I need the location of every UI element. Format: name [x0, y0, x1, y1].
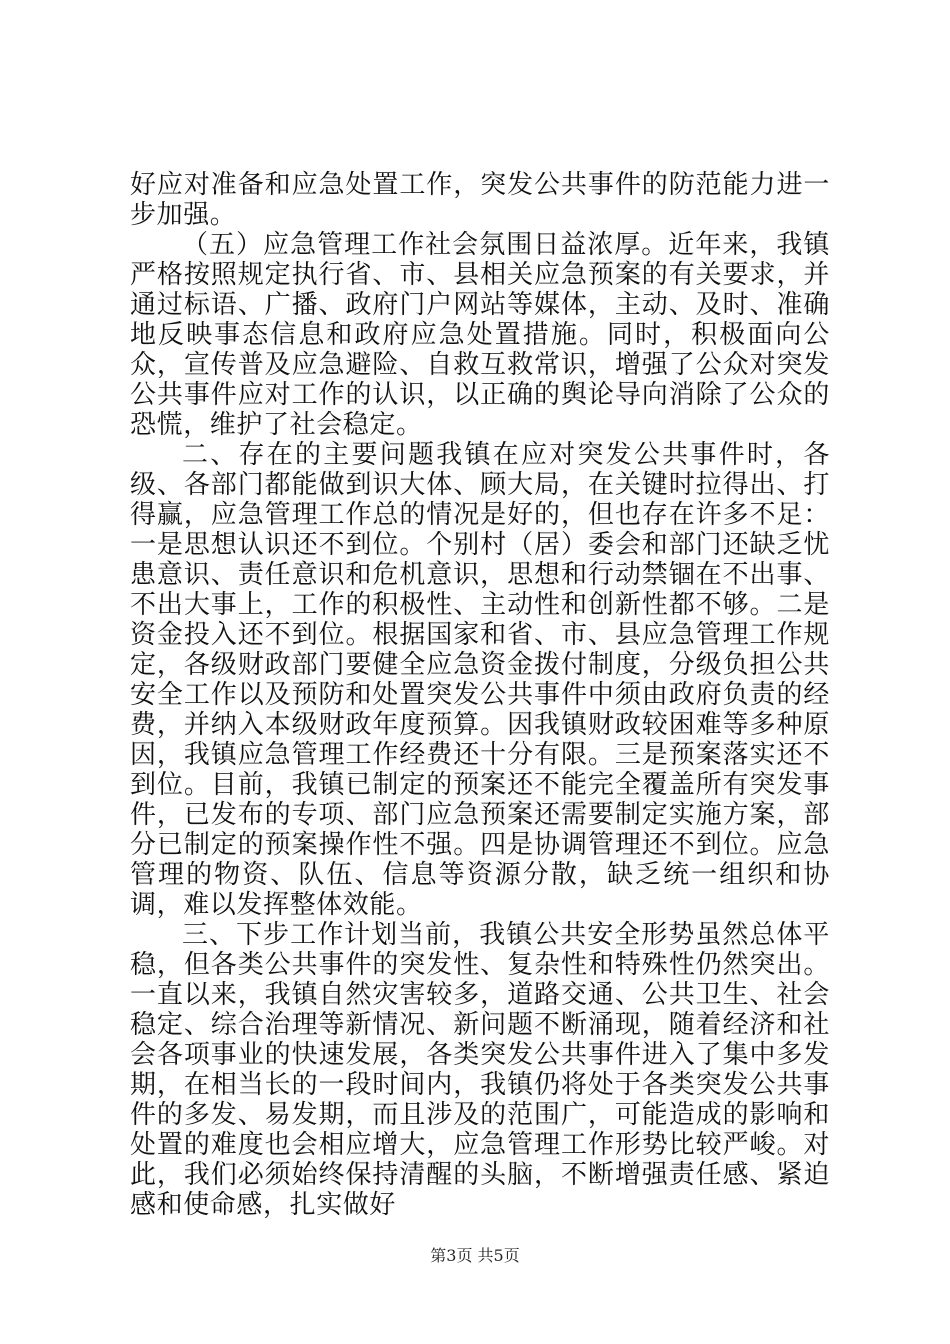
page-number-footer: 第3页 共5页 [430, 1246, 520, 1265]
paragraph-1: 好应对准备和应急处置工作，突发公共事件的防范能力进一步加强。 [130, 170, 830, 230]
paragraph-2: （五）应急管理工作社会氛围日益浓厚。近年来，我镇严格按照规定执行省、市、县相关应急预案的有关要求，并通过标语、广播、政府门户网站等媒体，主动、及时、准确地反映事态信息和政府应急处置措施。同时，积极面向公众，宣传普及应急避险、自救互救常识，增强了公众对突发公共事件应对工作的认识，以正确的舆论导向消除了公众的恐慌，维护了社会稳定。 [130, 230, 830, 440]
paragraph-3: 二、存在的主要问题我镇在应对突发公共事件时，各级、各部门都能做到识大体、顾大局，在关键时拉得出、打得赢，应急管理工作总的情况是好的，但也存在许多不足：一是思想认识还不到位。个别村（居）委会和部门还缺乏忧患意识、责任意识和危机意识，思想和行动禁锢在不出事、不出大事上，工作的积极性、主动性和创新性都不够。二是资金投入还不到位。根据国家和省、市、县应急管理工作规定，各级财政部门要健全应急资金拨付制度，分级负担公共安全工作以及预防和处置突发公共事件中须由政府负责的经费，并纳入本级财政年度预算。因我镇财政较困难等多种原因，我镇应急管理工作经费还十分有限。三是预案落实还不到位。目前，我镇已制定的预案还不能完全覆盖所有突发事件，已发布的专项、部门应急预案还需要制定实施方案，部分已制定的预案操作性不强。四是协调管理还不到位。应急管理的物资、队伍、信息等资源分散，缺乏统一组织和协调，难以发挥整体效能。 [130, 440, 830, 920]
paragraph-4: 三、下步工作计划当前，我镇公共安全形势虽然总体平稳，但各类公共事件的突发性、复杂性和特殊性仍然突出。一直以来，我镇自然灾害较多，道路交通、公共卫生、社会稳定、综合治理等新情况、新问题不断涌现，随着经济和社会各项事业的快速发展，各类突发公共事件进入了集中多发期，在相当长的一段时间内，我镇仍将处于各类突发公共事件的多发、易发期，而且涉及的范围广，可能造成的影响和处置的难度也会相应增大，应急管理工作形势比较严峻。对此，我们必须始终保持清醒的头脑，不断增强责任感、紧迫感和使命感，扎实做好 [130, 920, 830, 1220]
document-body [130, 170, 830, 1220]
